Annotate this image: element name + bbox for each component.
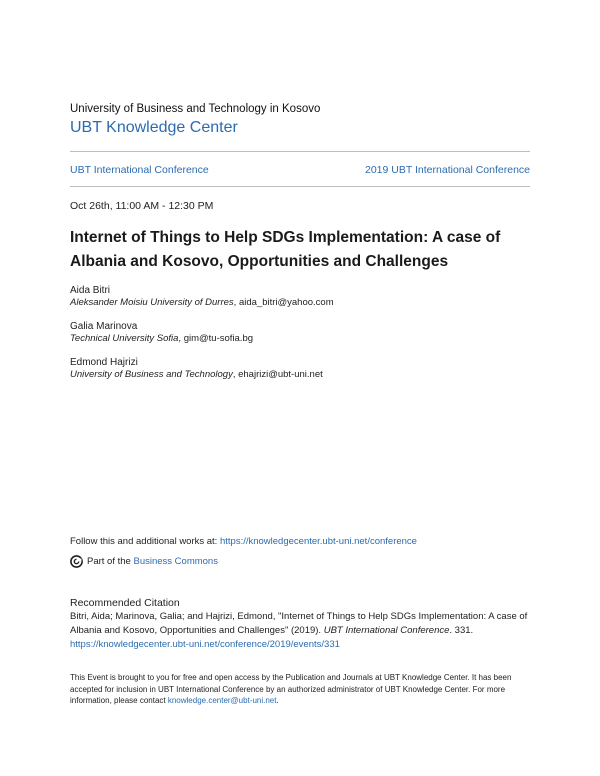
creative-commons-icon — [70, 555, 83, 568]
follow-line — [70, 536, 417, 547]
collection-link[interactable]: 2019 UBT International Conference — [365, 164, 530, 176]
affiliation-name: Technical University Sofia — [70, 333, 179, 344]
author-email[interactable]: gim@tu-sofia.bg — [183, 333, 254, 344]
citation-number: . 331. — [449, 625, 474, 636]
author-affiliation: Technical University Sofia, gim@tu-sofia.bg — [70, 333, 254, 344]
author-affiliation: University of Business and Technology, ehajrizi@ubt-uni.net — [70, 369, 323, 380]
business-commons-link[interactable]: Business Commons — [133, 556, 218, 567]
citation-body — [70, 610, 540, 652]
conference-url-link[interactable]: https://knowledgecenter.ubt-uni.net/conference — [219, 536, 417, 547]
citation-text: Bitri, Aida; Marinova, Galia; and Hajrizi, Edmond, "Internet of Things to Help SDGs Implementation: A case of Albania and Kosovo, Opportunities and Challenges" (2019). — [70, 611, 528, 636]
repository-link[interactable]: UBT Knowledge Center — [70, 119, 238, 136]
author-name: Edmond Hajrizi — [70, 357, 138, 368]
affiliation-name: Aleksander Moisiu University of Durres — [70, 297, 234, 308]
citation-heading: Recommended Citation — [70, 597, 180, 609]
university-name: University of Business and Technology in Kosovo — [70, 103, 321, 115]
divider — [70, 186, 530, 187]
author-email[interactable]: ehajrizi@ubt-uni.net — [238, 369, 323, 380]
paper-title: Internet of Things to Help SDGs Implementation: A case of Albania and Kosovo, Opportunities and Challenges — [70, 229, 501, 270]
divider — [70, 151, 530, 152]
part-of-text: Part of the — [87, 556, 134, 567]
affiliation-name: University of Business and Technology — [70, 369, 233, 380]
series-link[interactable]: UBT International Conference — [70, 164, 209, 176]
author-affiliation: Aleksander Moisiu University of Durres, aida_bitri@yahoo.com — [70, 297, 334, 308]
notice-text: This Event is brought to you for free and open access by the Publication and Journals at UBT Knowledge Center. It has been accepted for inclusion in UBT International Conference by an authorized administrator of UBT Knowledge Center. For more information, please contact — [70, 673, 512, 705]
part-of-line — [70, 555, 218, 568]
access-notice — [70, 672, 530, 707]
contact-email-link[interactable]: knowledge.center@ubt-uni.net — [167, 696, 277, 705]
follow-text: Follow this and additional works at: — [70, 536, 220, 547]
author-name: Aida Bitri — [70, 285, 111, 296]
citation-source: UBT International Conference — [323, 625, 450, 636]
author-name: Galia Marinova — [70, 321, 138, 332]
notice-end: . — [276, 696, 279, 705]
citation-url-link[interactable]: https://knowledgecenter.ubt-uni.net/conference/2019/events/331 — [70, 639, 340, 650]
event-date: Oct 26th, 11:00 AM - 12:30 PM — [70, 200, 214, 212]
author-email[interactable]: aida_bitri@yahoo.com — [238, 297, 334, 308]
